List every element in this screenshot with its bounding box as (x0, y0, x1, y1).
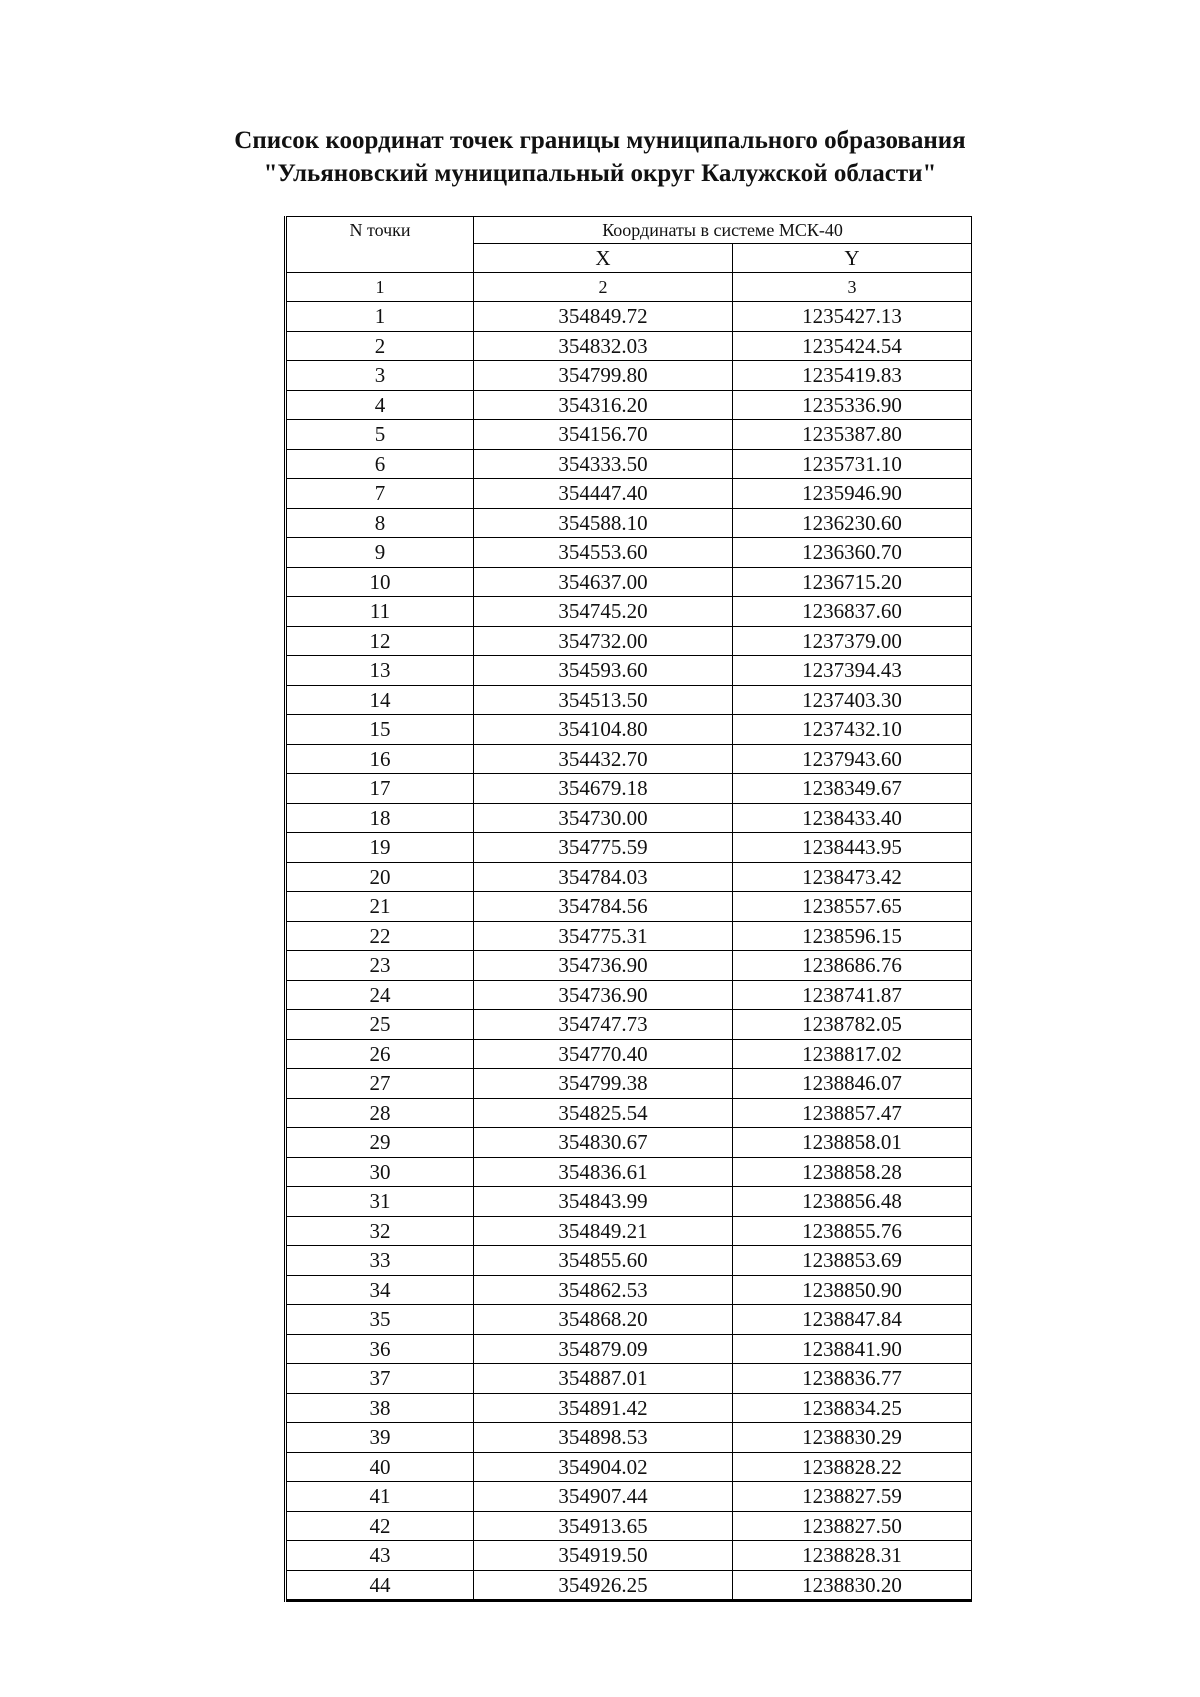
point-number-cell: 42 (286, 1511, 474, 1541)
x-coordinate-cell: 354732.00 (474, 626, 733, 656)
table-row (286, 1010, 972, 1040)
y-coordinate-cell: 1238855.76 (733, 1216, 972, 1246)
x-coordinate-cell: 354588.10 (474, 508, 733, 538)
document-title (0, 124, 1200, 190)
y-coordinate-cell: 1236837.60 (733, 597, 972, 627)
point-number-cell: 9 (286, 538, 474, 568)
table-row (286, 1334, 972, 1364)
y-coordinate-cell: 1238473.42 (733, 862, 972, 892)
x-coordinate-cell: 354799.38 (474, 1069, 733, 1099)
table-header-row (286, 217, 972, 244)
table-row (286, 1570, 972, 1601)
y-coordinate-cell: 1238830.20 (733, 1570, 972, 1601)
point-number-cell: 35 (286, 1305, 474, 1335)
y-coordinate-cell: 1236230.60 (733, 508, 972, 538)
point-number-cell: 4 (286, 390, 474, 420)
point-number-cell: 16 (286, 744, 474, 774)
document-title-line-2: "Ульяновский муниципальный округ Калужской области" (263, 160, 937, 187)
coordinate-system-header: Координаты в системе МСК-40 (474, 217, 972, 244)
x-coordinate-cell: 354836.61 (474, 1157, 733, 1187)
point-number-cell: 1 (286, 302, 474, 332)
table-row (286, 508, 972, 538)
x-coordinate-cell: 354447.40 (474, 479, 733, 509)
point-number-cell: 13 (286, 656, 474, 686)
table-row (286, 980, 972, 1010)
table-row (286, 1393, 972, 1423)
point-number-cell: 33 (286, 1246, 474, 1276)
point-number-cell: 12 (286, 626, 474, 656)
point-number-cell: 2 (286, 331, 474, 361)
x-coordinate-cell: 354156.70 (474, 420, 733, 450)
table-row (286, 1128, 972, 1158)
x-coordinate-cell: 354832.03 (474, 331, 733, 361)
y-coordinate-cell: 1235419.83 (733, 361, 972, 391)
point-number-cell: 37 (286, 1364, 474, 1394)
x-coordinate-cell: 354513.50 (474, 685, 733, 715)
point-number-cell: 15 (286, 715, 474, 745)
table-row (286, 803, 972, 833)
x-coordinate-cell: 354432.70 (474, 744, 733, 774)
x-coordinate-cell: 354784.56 (474, 892, 733, 922)
x-coordinate-cell: 354799.80 (474, 361, 733, 391)
x-coordinate-cell: 354637.00 (474, 567, 733, 597)
point-number-cell: 22 (286, 921, 474, 951)
table-row (286, 744, 972, 774)
x-coordinate-cell: 354553.60 (474, 538, 733, 568)
table-row (286, 479, 972, 509)
table-row (286, 1511, 972, 1541)
y-coordinate-cell: 1238817.02 (733, 1039, 972, 1069)
y-coordinate-cell: 1238853.69 (733, 1246, 972, 1276)
table-row (286, 715, 972, 745)
table-row (286, 1275, 972, 1305)
y-coordinate-cell: 1238828.31 (733, 1541, 972, 1571)
table-row (286, 1482, 972, 1512)
y-coordinate-cell: 1238856.48 (733, 1187, 972, 1217)
point-number-cell: 20 (286, 862, 474, 892)
y-coordinate-cell: 1237394.43 (733, 656, 972, 686)
y-coordinate-cell: 1238827.50 (733, 1511, 972, 1541)
y-coordinate-cell: 1238830.29 (733, 1423, 972, 1453)
y-coordinate-cell: 1235387.80 (733, 420, 972, 450)
table-row (286, 862, 972, 892)
point-number-cell: 21 (286, 892, 474, 922)
table-row (286, 390, 972, 420)
table-row (286, 626, 972, 656)
y-coordinate-cell: 1238841.90 (733, 1334, 972, 1364)
table-row (286, 420, 972, 450)
table-row (286, 567, 972, 597)
table-row (286, 1187, 972, 1217)
point-number-cell: 34 (286, 1275, 474, 1305)
x-coordinate-cell: 354736.90 (474, 951, 733, 981)
x-coordinate-cell: 354849.72 (474, 302, 733, 332)
y-coordinate-cell: 1238596.15 (733, 921, 972, 951)
x-coordinate-cell: 354855.60 (474, 1246, 733, 1276)
x-coordinate-cell: 354879.09 (474, 1334, 733, 1364)
table-row (286, 1069, 972, 1099)
y-coordinate-cell: 1237403.30 (733, 685, 972, 715)
point-number-cell: 27 (286, 1069, 474, 1099)
x-coordinate-cell: 354830.67 (474, 1128, 733, 1158)
point-number-cell: 32 (286, 1216, 474, 1246)
table-row (286, 1541, 972, 1571)
x-column-header: X (474, 244, 733, 273)
point-number-cell: 44 (286, 1570, 474, 1601)
x-coordinate-cell: 354891.42 (474, 1393, 733, 1423)
table-row (286, 774, 972, 804)
x-coordinate-cell: 354862.53 (474, 1275, 733, 1305)
point-number-cell: 39 (286, 1423, 474, 1453)
table-row (286, 1246, 972, 1276)
table-row (286, 892, 972, 922)
x-coordinate-cell: 354887.01 (474, 1364, 733, 1394)
table-row (286, 1423, 972, 1453)
table-row (286, 538, 972, 568)
point-number-cell: 10 (286, 567, 474, 597)
point-number-cell: 38 (286, 1393, 474, 1423)
coordinates-table-body (286, 302, 972, 1601)
y-coordinate-cell: 1238858.28 (733, 1157, 972, 1187)
y-coordinate-cell: 1235424.54 (733, 331, 972, 361)
x-coordinate-cell: 354104.80 (474, 715, 733, 745)
x-coordinate-cell: 354333.50 (474, 449, 733, 479)
point-number-cell: 7 (286, 479, 474, 509)
y-coordinate-cell: 1237432.10 (733, 715, 972, 745)
y-coordinate-cell: 1238836.77 (733, 1364, 972, 1394)
y-coordinate-cell: 1238827.59 (733, 1482, 972, 1512)
table-row (286, 1364, 972, 1394)
y-coordinate-cell: 1238557.65 (733, 892, 972, 922)
x-coordinate-cell: 354926.25 (474, 1570, 733, 1601)
x-coordinate-cell: 354775.59 (474, 833, 733, 863)
x-coordinate-cell: 354745.20 (474, 597, 733, 627)
y-coordinate-cell: 1238686.76 (733, 951, 972, 981)
x-coordinate-cell: 354730.00 (474, 803, 733, 833)
document-title-line-1: Список координат точек границы муниципального образования (234, 127, 966, 154)
column-index-row (286, 273, 972, 302)
table-row (286, 302, 972, 332)
point-number-cell: 29 (286, 1128, 474, 1158)
point-number-cell: 36 (286, 1334, 474, 1364)
y-column-header: Y (733, 244, 972, 273)
y-coordinate-cell: 1236715.20 (733, 567, 972, 597)
x-coordinate-cell: 354919.50 (474, 1541, 733, 1571)
table-row (286, 685, 972, 715)
point-number-cell: 18 (286, 803, 474, 833)
point-number-cell: 3 (286, 361, 474, 391)
point-number-cell: 30 (286, 1157, 474, 1187)
x-coordinate-cell: 354825.54 (474, 1098, 733, 1128)
table-row (286, 1039, 972, 1069)
y-coordinate-cell: 1238847.84 (733, 1305, 972, 1335)
point-number-cell: 17 (286, 774, 474, 804)
y-coordinate-cell: 1238349.67 (733, 774, 972, 804)
point-number-cell: 28 (286, 1098, 474, 1128)
table-row (286, 597, 972, 627)
point-number-cell: 5 (286, 420, 474, 450)
y-coordinate-cell: 1238433.40 (733, 803, 972, 833)
y-coordinate-cell: 1238834.25 (733, 1393, 972, 1423)
x-coordinate-cell: 354898.53 (474, 1423, 733, 1453)
point-number-cell: 8 (286, 508, 474, 538)
x-coordinate-cell: 354770.40 (474, 1039, 733, 1069)
x-coordinate-cell: 354679.18 (474, 774, 733, 804)
y-coordinate-cell: 1238741.87 (733, 980, 972, 1010)
table-row (286, 361, 972, 391)
y-coordinate-cell: 1238850.90 (733, 1275, 972, 1305)
x-coordinate-cell: 354913.65 (474, 1511, 733, 1541)
point-number-cell: 11 (286, 597, 474, 627)
column-index-1: 1 (286, 273, 474, 302)
point-number-cell: 24 (286, 980, 474, 1010)
y-coordinate-cell: 1238858.01 (733, 1128, 972, 1158)
y-coordinate-cell: 1238443.95 (733, 833, 972, 863)
y-coordinate-cell: 1237943.60 (733, 744, 972, 774)
x-coordinate-cell: 354775.31 (474, 921, 733, 951)
y-coordinate-cell: 1237379.00 (733, 626, 972, 656)
y-coordinate-cell: 1235731.10 (733, 449, 972, 479)
x-coordinate-cell: 354747.73 (474, 1010, 733, 1040)
y-coordinate-cell: 1238857.47 (733, 1098, 972, 1128)
y-coordinate-cell: 1238846.07 (733, 1069, 972, 1099)
table-row (286, 1157, 972, 1187)
x-coordinate-cell: 354907.44 (474, 1482, 733, 1512)
x-coordinate-cell: 354593.60 (474, 656, 733, 686)
x-coordinate-cell: 354843.99 (474, 1187, 733, 1217)
x-coordinate-cell: 354849.21 (474, 1216, 733, 1246)
y-coordinate-cell: 1235946.90 (733, 479, 972, 509)
table-row (286, 449, 972, 479)
point-number-cell: 31 (286, 1187, 474, 1217)
x-coordinate-cell: 354784.03 (474, 862, 733, 892)
table-row (286, 1216, 972, 1246)
x-coordinate-cell: 354904.02 (474, 1452, 733, 1482)
table-row (286, 1452, 972, 1482)
point-number-cell: 43 (286, 1541, 474, 1571)
table-row (286, 1098, 972, 1128)
y-coordinate-cell: 1238828.22 (733, 1452, 972, 1482)
table-row (286, 331, 972, 361)
point-number-cell: 25 (286, 1010, 474, 1040)
y-coordinate-cell: 1235427.13 (733, 302, 972, 332)
y-coordinate-cell: 1236360.70 (733, 538, 972, 568)
point-number-cell: 41 (286, 1482, 474, 1512)
point-number-cell: 6 (286, 449, 474, 479)
point-number-cell: 40 (286, 1452, 474, 1482)
column-index-3: 3 (733, 273, 972, 302)
y-coordinate-cell: 1235336.90 (733, 390, 972, 420)
x-coordinate-cell: 354736.90 (474, 980, 733, 1010)
table-row (286, 921, 972, 951)
coordinates-table (284, 216, 972, 1602)
point-number-cell: 14 (286, 685, 474, 715)
y-coordinate-cell: 1238782.05 (733, 1010, 972, 1040)
point-number-cell: 23 (286, 951, 474, 981)
point-number-header: N точки (286, 217, 474, 273)
point-number-cell: 19 (286, 833, 474, 863)
x-coordinate-cell: 354868.20 (474, 1305, 733, 1335)
table-row (286, 833, 972, 863)
table-row (286, 656, 972, 686)
table-row (286, 951, 972, 981)
table-row (286, 1305, 972, 1335)
column-index-2: 2 (474, 273, 733, 302)
x-coordinate-cell: 354316.20 (474, 390, 733, 420)
point-number-cell: 26 (286, 1039, 474, 1069)
